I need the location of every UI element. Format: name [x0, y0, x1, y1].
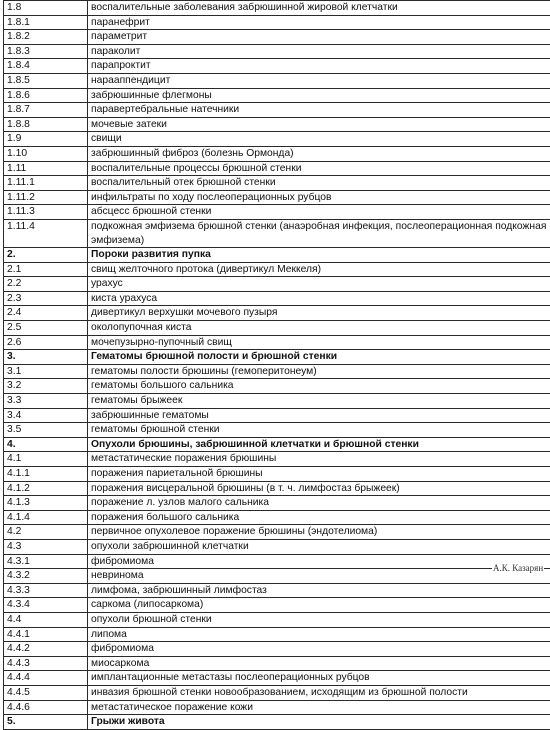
table-row [4, 700, 550, 715]
row-text: паранефрит [88, 15, 550, 30]
row-text: гематомы полости брюшины (гемоперитонеум) [88, 364, 550, 379]
row-code: 1.10 [4, 146, 88, 161]
table-row [4, 642, 550, 657]
row-text: мочепузырно-пупочный свищ [88, 335, 550, 350]
table-row [4, 321, 550, 336]
table-row [4, 73, 550, 88]
table-row [4, 161, 550, 176]
row-code: 3.2 [4, 379, 88, 394]
row-text: первичное опухолевое поражение брюшины (эндотелиома) [88, 525, 550, 540]
row-code: 4.4.5 [4, 685, 88, 700]
table-row [4, 569, 550, 584]
row-text: воспалительные заболевания забрюшинной жировой клетчатки [88, 1, 550, 16]
row-text: поражения висцеральной брюшины (в т. ч. лимфостаз брыжеек) [88, 481, 550, 496]
row-text: Пороки развития пупка [88, 248, 550, 263]
row-text: околопупочная киста [88, 321, 550, 336]
row-code: 4.1.2 [4, 481, 88, 496]
row-code: 4.3.1 [4, 554, 88, 569]
row-code: 4.3.4 [4, 598, 88, 613]
row-text: воспалительные процессы брюшной стенки [88, 161, 550, 176]
classification-table [3, 0, 550, 730]
table-row [4, 1, 550, 16]
table-row [4, 59, 550, 74]
row-code: 4.3.3 [4, 583, 88, 598]
row-code: 4.2 [4, 525, 88, 540]
row-text: свищи [88, 132, 550, 147]
table-row [4, 190, 550, 205]
row-text: забрюшинный фиброз (болезнь Ормонда) [88, 146, 550, 161]
row-code: 3. [4, 350, 88, 365]
row-text: подкожная эмфизема брюшной стенки (анаэробная инфекция, послеоперационная подкожная эмфизема) [88, 219, 550, 247]
row-code: 1.8.5 [4, 73, 88, 88]
table-row [4, 496, 550, 511]
table-row [4, 612, 550, 627]
row-text: саркома (липосаркома) [88, 598, 550, 613]
row-code: 4. [4, 437, 88, 452]
row-text: гематомы брыжеек [88, 394, 550, 409]
row-code: 4.1.3 [4, 496, 88, 511]
table-row [4, 525, 550, 540]
row-code: 1.8.6 [4, 88, 88, 103]
row-text: нарааппендицит [88, 73, 550, 88]
table-row [4, 481, 550, 496]
row-text: Гематомы брюшной полости и брюшной стенки [88, 350, 550, 365]
table-body [4, 1, 550, 730]
row-text: воспалительный отек брюшной стенки [88, 176, 550, 191]
row-code: 1.11.3 [4, 205, 88, 220]
row-text: опухоли брюшной стенки [88, 612, 550, 627]
table-row [4, 408, 550, 423]
row-code: 4.1.4 [4, 510, 88, 525]
row-code: 1.11.1 [4, 176, 88, 191]
table-row [4, 627, 550, 642]
row-text: метастатические поражения брюшины [88, 452, 550, 467]
table-row [4, 335, 550, 350]
row-code: 2.1 [4, 262, 88, 277]
row-code: 2.6 [4, 335, 88, 350]
row-code: 4.4.4 [4, 671, 88, 686]
table-row [4, 176, 550, 191]
row-code: 4.4.3 [4, 656, 88, 671]
row-text: забрюшинные гематомы [88, 408, 550, 423]
table-row [4, 539, 550, 554]
row-text: дивертикул верхушки мочевого пузыря [88, 306, 550, 321]
row-text: паравертебральные натечники [88, 103, 550, 118]
table-row [4, 598, 550, 613]
row-code: 1.11.2 [4, 190, 88, 205]
table-row [4, 248, 550, 263]
row-text: опухоли забрюшинной клетчатки [88, 539, 550, 554]
row-text: парапроктит [88, 59, 550, 74]
row-text: параметрит [88, 30, 550, 45]
row-text: киста урахуса [88, 291, 550, 306]
row-text: забрюшинные флегмоны [88, 88, 550, 103]
row-text: поражения большого сальника [88, 510, 550, 525]
row-text: урахус [88, 277, 550, 292]
row-code: 4.4 [4, 612, 88, 627]
row-code: 2.4 [4, 306, 88, 321]
row-code: 1.11 [4, 161, 88, 176]
row-text: гематомы большого сальника [88, 379, 550, 394]
row-code: 4.4.1 [4, 627, 88, 642]
table-row [4, 715, 550, 730]
row-code: 2.2 [4, 277, 88, 292]
table-row [4, 554, 550, 569]
author-watermark: А.К. Казарян [492, 563, 544, 573]
table-row [4, 132, 550, 147]
table-row [4, 205, 550, 220]
table-row [4, 15, 550, 30]
row-code: 5. [4, 715, 88, 730]
row-code: 1.8.2 [4, 30, 88, 45]
row-code: 4.4.6 [4, 700, 88, 715]
table-row [4, 88, 550, 103]
row-code: 4.3.2 [4, 569, 88, 584]
row-text: поражение л. узлов малого сальника [88, 496, 550, 511]
row-code: 2.5 [4, 321, 88, 336]
row-code: 1.8.8 [4, 117, 88, 132]
document-page [3, 0, 544, 730]
table-row [4, 510, 550, 525]
row-code: 1.8.4 [4, 59, 88, 74]
row-text: липома [88, 627, 550, 642]
row-code: 4.4.2 [4, 642, 88, 657]
row-code: 4.3 [4, 539, 88, 554]
table-row [4, 656, 550, 671]
table-row [4, 291, 550, 306]
row-code: 3.3 [4, 394, 88, 409]
table-row [4, 452, 550, 467]
table-row [4, 44, 550, 59]
row-text: миосаркома [88, 656, 550, 671]
table-row [4, 146, 550, 161]
row-text: фибромиома [88, 554, 550, 569]
row-text: свищ желточного протока (дивертикул Меккеля) [88, 262, 550, 277]
row-code: 1.8.1 [4, 15, 88, 30]
row-code: 3.4 [4, 408, 88, 423]
table-row [4, 394, 550, 409]
row-text: невринома [88, 569, 550, 584]
table-row [4, 350, 550, 365]
table-row [4, 685, 550, 700]
row-text: инвазия брюшной стенки новообразованием, исходящим из брюшной полости [88, 685, 550, 700]
table-row [4, 30, 550, 45]
table-row [4, 364, 550, 379]
row-code: 3.5 [4, 423, 88, 438]
row-code: 2.3 [4, 291, 88, 306]
row-code: 1.11.4 [4, 219, 88, 247]
row-text: мочевые затеки [88, 117, 550, 132]
row-text: фибромиома [88, 642, 550, 657]
table-row [4, 277, 550, 292]
row-text: абсцесс брюшной стенки [88, 205, 550, 220]
row-text: инфильтраты по ходу послеоперационных рубцов [88, 190, 550, 205]
row-code: 1.9 [4, 132, 88, 147]
table-row [4, 219, 550, 247]
row-text: Грыжи живота [88, 715, 550, 730]
table-row [4, 103, 550, 118]
row-text: лимфома, забрюшинный лимфостаз [88, 583, 550, 598]
row-code: 1.8.7 [4, 103, 88, 118]
table-row [4, 437, 550, 452]
table-row [4, 262, 550, 277]
row-text: Опухоли брюшины, забрюшинной клетчатки и брюшной стенки [88, 437, 550, 452]
row-text: гематомы брюшной стенки [88, 423, 550, 438]
table-row [4, 306, 550, 321]
row-code: 4.1 [4, 452, 88, 467]
table-row [4, 467, 550, 482]
table-row [4, 583, 550, 598]
row-code: 1.8 [4, 1, 88, 16]
row-text: метастатическое поражение кожи [88, 700, 550, 715]
row-code: 1.8.3 [4, 44, 88, 59]
row-text: параколит [88, 44, 550, 59]
table-row [4, 379, 550, 394]
row-text: имплантационные метастазы послеоперационных рубцов [88, 671, 550, 686]
row-code: 4.1.1 [4, 467, 88, 482]
row-code: 3.1 [4, 364, 88, 379]
row-text: поражения париетальной брюшины [88, 467, 550, 482]
row-code: 2. [4, 248, 88, 263]
table-row [4, 117, 550, 132]
table-row [4, 423, 550, 438]
table-row [4, 671, 550, 686]
